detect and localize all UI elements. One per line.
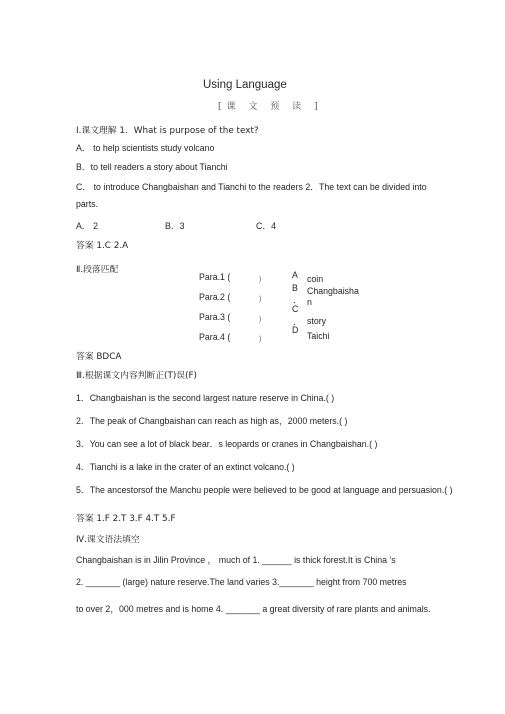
section2-header: Ⅱ.段落匹配	[76, 265, 119, 275]
section4-header: Ⅳ.课文语法填空	[76, 535, 140, 545]
cloze-line-1: Changbaishan is in Jilin Province ， much of 1. ______ is thick forest.It is China ’s	[76, 555, 396, 565]
statement-3: 3．You can see a lot of black bear．s leopards or cranes in Changbaishan.( )	[76, 439, 378, 449]
q1-option-a: A． to help scientists study volcano	[76, 143, 215, 153]
q1-option-b: B．to tell readers a story about Tianchi	[76, 162, 228, 172]
statement-5: 5．The ancestorsof the Manchu people were believed to be good at language and persuasion.( )	[76, 485, 453, 495]
section1-answer: 答案 1.C 2.A	[76, 241, 129, 251]
section3-header: Ⅲ.根据课文内容判断正(T)误(F)	[76, 371, 197, 381]
q1-option-c: C． to introduce Changbaishan and Tianchi to the readers 2．The text can be divided into	[76, 182, 427, 192]
q2-option-c: C．4	[256, 221, 277, 231]
cloze-line-2: 2. _______ (large) nature reserve.The land varies 3._______ height from 700 metres	[76, 577, 407, 587]
match-item-story: story	[307, 316, 327, 326]
match-item-changbaishan: Changbaisha	[307, 286, 359, 296]
page-title: Using Language	[203, 79, 287, 91]
match-letter-d: D	[292, 325, 299, 335]
para-1-close: )	[259, 276, 262, 283]
cloze-line-3: to over 2，000 metres and is home 4. _______ a great diversity of rare plants and animals.	[76, 604, 431, 614]
para-3-label: Para.3 (	[199, 312, 231, 322]
match-letter-sep-2: ．	[293, 317, 302, 327]
para-3-close: )	[259, 316, 262, 323]
para-2-close: )	[259, 296, 262, 303]
match-item-coin: coin	[307, 274, 324, 284]
section2-answer: 答案 BDCA	[76, 352, 122, 362]
para-4-label: Para.4 (	[199, 332, 231, 342]
section3-answer: 答案 1.F 2.T 3.F 4.T 5.F	[76, 514, 176, 524]
match-letter-b: B	[292, 283, 298, 293]
q2-continued: parts.	[76, 199, 99, 209]
statement-4: 4．Tianchi is a lake in the crater of an extinct volcano.( )	[76, 462, 295, 472]
para-2-label: Para.2 (	[199, 292, 231, 302]
q2-option-a: A． 2	[76, 221, 99, 231]
match-item-taichi: Taichi	[307, 331, 330, 341]
q2-option-b: B．3	[165, 221, 185, 231]
statement-1: 1．Changbaishan is the second largest nature reserve in China.( )	[76, 393, 335, 403]
para-4-close: )	[259, 336, 262, 343]
match-letter-sep-1: ．	[293, 295, 302, 305]
para-1-label: Para.1 (	[199, 272, 231, 282]
match-letter-c: C	[292, 304, 299, 314]
match-item-changbaishan-cont: n	[307, 297, 312, 307]
match-letter-a: A	[292, 270, 298, 280]
statement-2: 2．The peak of Changbaishan can reach as high as，2000 meters.( )	[76, 416, 348, 426]
section1-header: Ⅰ.课文理解 1．What is purpose of the text?	[76, 126, 259, 136]
section-subtitle: [课 文 预 读 ]	[218, 102, 323, 112]
